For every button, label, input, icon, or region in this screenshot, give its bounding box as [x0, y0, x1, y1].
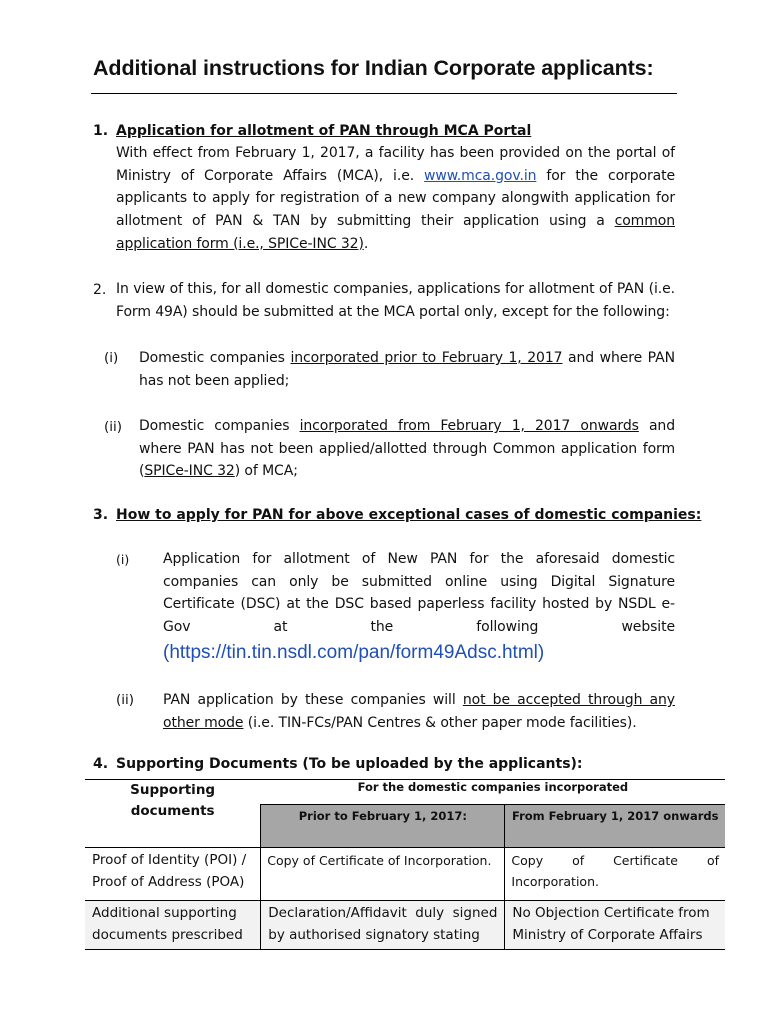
supporting-documents-table [85, 779, 725, 950]
item-text-end: ) of MCA; [234, 463, 298, 480]
section-1-heading: Application for allotment of PAN through MCA Portal [116, 123, 532, 139]
item-text-end: (i.e. TIN-FCs/PAN Centres & other paper mode facilities). [243, 714, 637, 731]
nsdl-link[interactable]: (https://tin.tin.nsdl.com/pan/form49Adsc.html) [163, 642, 545, 663]
table-row [85, 901, 725, 950]
item-text: PAN application by these companies will [163, 692, 463, 708]
section-3-item-1-label: (i) [116, 552, 130, 567]
item-text: Domestic companies [139, 418, 300, 434]
section-2-item-2-label: (ii) [104, 419, 123, 435]
section-1-text-end: . [363, 235, 369, 252]
col-header-prior: Prior to February 1, 2017: [261, 805, 505, 848]
section-2-number: 2. [93, 282, 107, 298]
row-2-document: Additional supporting documents prescribed [85, 901, 261, 950]
section-1-text-cont: for the corporate applicants to apply for registration of a new company alongwith application for allotment of PAN & TAN by submitting their application using a [116, 167, 675, 230]
item-underlined: incorporated prior to February 1, 2017 [290, 350, 563, 366]
section-1-underlined: common application form (i.e., SPICe-INC 32) [116, 213, 675, 252]
section-1-paragraph [116, 142, 675, 256]
section-3-item-2 [163, 689, 675, 734]
row-2-prior: Declaration/Affidavit duly signed by authorised signatory stating [261, 901, 505, 950]
item-underlined: incorporated from February 1, 2017 onwards [299, 418, 639, 434]
mca-link[interactable]: www.mca.gov.in [424, 167, 537, 184]
row-2-from: No Objection Certificate from Ministry of Corporate Affairs [505, 901, 725, 950]
section-3-heading: How to apply for PAN for above exceptional cases of domestic companies: [116, 507, 702, 523]
section-3-item-2-label: (ii) [116, 692, 135, 708]
section-2-paragraph: In view of this, for all domestic companies, applications for allotment of PAN (i.e. Form 49A) should be submitted at the MCA portal only, except for the following: [116, 281, 675, 320]
row-1-from: Copy of Certificate of Incorporation. [505, 848, 725, 901]
section-2-item-2 [139, 415, 675, 483]
section-3-item-1: Application for allotment of New PAN for the aforesaid domestic companies can only be submitted online using Digital Signature Certificate (DSC) at the DSC based paperless facility hosted by NSDL e-Gov at the following website [163, 551, 675, 636]
row-1-document: Proof of Identity (POI) / Proof of Address (POA) [85, 848, 261, 901]
section-2-item-1 [139, 347, 675, 392]
item-text: Domestic companies [139, 350, 291, 366]
span-header-domestic-companies: For the domestic companies incorporated [261, 780, 725, 805]
item-text-mid: and where PAN has not been applied/allotted through Common application form ( [139, 418, 675, 480]
section-1-number: 1. [93, 123, 109, 139]
table-row [85, 848, 725, 901]
col-header-from: From February 1, 2017 onwards [505, 805, 725, 848]
item-text-end: and where PAN has not been applied; [139, 350, 675, 389]
title-divider [91, 93, 677, 94]
section-1-text: With effect from February 1, 2017, a facility has been provided on the portal of Ministry of Corporate Affairs (MCA), i.e. [116, 145, 675, 184]
col-header-supporting-documents: Supporting documents [85, 780, 261, 848]
section-3-number: 3. [93, 507, 109, 523]
section-2-item-1-label: (i) [104, 350, 119, 366]
row-1-prior: Copy of Certificate of Incorporation. [261, 848, 505, 901]
item-underlined: not be accepted through any other mode [163, 692, 675, 731]
section-4-heading: Supporting Documents (To be uploaded by the applicants): [116, 756, 583, 772]
section-4-number: 4. [93, 756, 109, 772]
page-title: Additional instructions for Indian Corporate applicants: [93, 56, 654, 80]
item-underlined-2: SPICe-INC 32 [144, 463, 235, 480]
